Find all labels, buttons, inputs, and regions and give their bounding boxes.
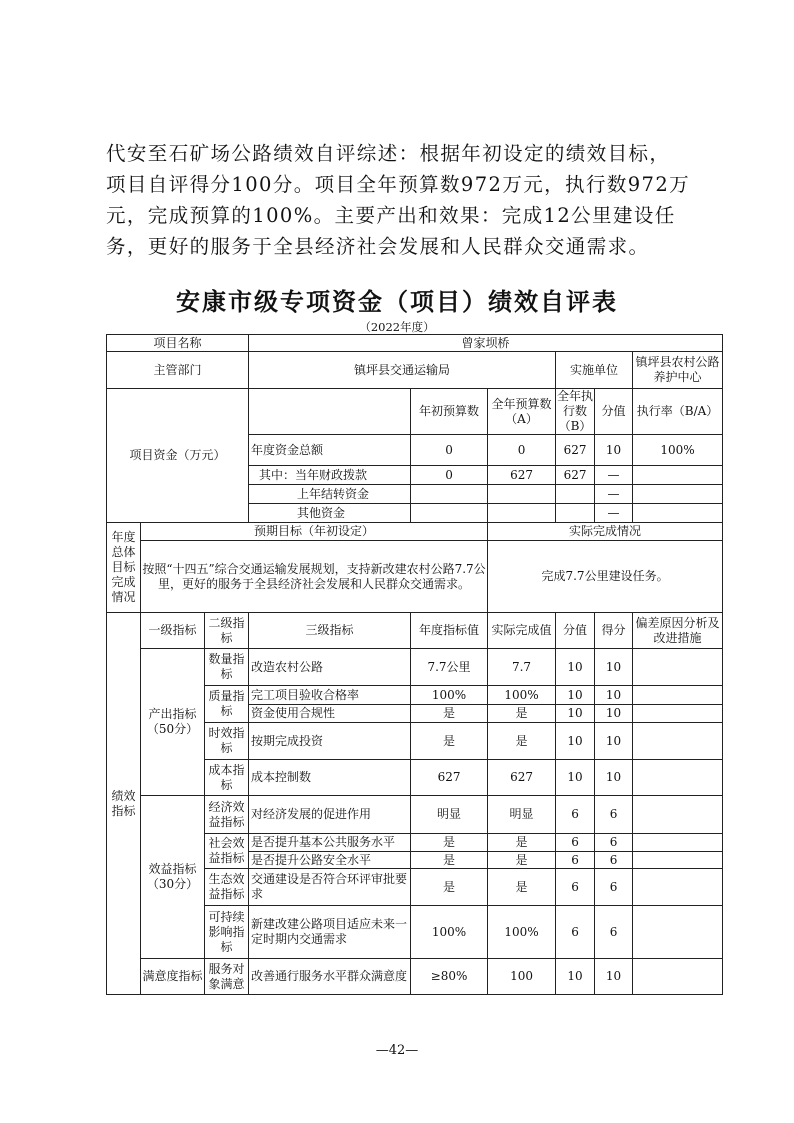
funds-row-score-value: —: [595, 466, 633, 485]
indicator-analysis: [633, 649, 723, 686]
indicator-score: 6: [595, 852, 633, 869]
indicator-score-value: 10: [556, 649, 595, 686]
dept-row: [107, 352, 723, 389]
ind-header-target: 年度指标值: [411, 613, 488, 649]
funds-header-row: [107, 389, 723, 435]
indicator-analysis: [633, 723, 723, 760]
funds-row-score-value: 10: [595, 435, 633, 466]
indicator-actual: 是: [488, 723, 556, 760]
ind-header-score-value: 分值: [556, 613, 595, 649]
intro-line: 元，完成预算的100%。主要产出和效果：完成12公里建设任: [106, 204, 676, 227]
indicator-analysis: [633, 906, 723, 959]
indicator-actual: 100%: [488, 686, 556, 705]
impl-label: 实施单位: [556, 352, 633, 389]
funds-row-executed: 627: [556, 435, 595, 466]
indicator-actual: 100%: [488, 906, 556, 959]
impl-value: 镇坪县农村公路养护中心: [633, 352, 723, 389]
ind-header-analysis: 偏差原因分析及改进措施: [633, 613, 723, 649]
indicator-actual: 100: [488, 959, 556, 995]
indicator-actual: 明显: [488, 796, 556, 834]
ind-header-level1: 一级指标: [141, 613, 205, 649]
indicator-score: 10: [595, 686, 633, 705]
indicator-score-value: 6: [556, 834, 595, 852]
expected-label: 预期目标（年初设定）: [141, 523, 488, 541]
expected-text: 按照“十四五”综合交通运输发展规划，支持新改建农村公路7.7公里，更好的服务于全县经济社会发展和人民群众交通需求。: [141, 541, 488, 613]
satisfaction-label: 满意度指标: [141, 959, 205, 995]
indicator-name: 改造农村公路: [249, 649, 411, 686]
cat-social: 社会效益指标: [205, 834, 249, 869]
cat-sustainable: 可持续影响指标: [205, 906, 249, 959]
indicator-score: 6: [595, 869, 633, 906]
project-name-label: 项目名称: [107, 335, 249, 352]
actual-label: 实际完成情况: [488, 523, 723, 541]
intro-paragraph: [106, 138, 696, 262]
funds-header-executed: 全年执行数（B）: [557, 389, 594, 433]
indicator-actual: 是: [488, 834, 556, 852]
funds-row-initial: [411, 485, 488, 504]
indicator-target: 明显: [411, 796, 488, 834]
goal-header-row: [107, 523, 723, 541]
funds-row-executed: 627: [556, 466, 595, 485]
indicator-name: 新建改建公路项目适应未来一定时期内交通需求: [249, 906, 411, 959]
indicator-score: 6: [595, 834, 633, 852]
indicator-target: 100%: [411, 686, 488, 705]
indicator-score: 6: [595, 796, 633, 834]
funds-row-rate: [633, 466, 723, 485]
cat-economic: 经济效益指标: [205, 796, 249, 834]
cat-ecological: 生态效益指标: [205, 869, 249, 906]
indicator-score-value: 6: [556, 869, 595, 906]
actual-text: 完成7.7公里建设任务。: [488, 541, 723, 613]
funds-label: 项目资金（万元）: [107, 389, 249, 523]
funds-row-annual: [488, 485, 556, 504]
indicator-analysis: [633, 760, 723, 796]
dept-label: 主管部门: [107, 352, 249, 389]
funds-row-initial: [411, 504, 488, 523]
indicator-name: 完工项目验收合格率: [249, 686, 411, 705]
indicator-score-value: 6: [556, 852, 595, 869]
ind-header-level2: 二级指标: [205, 613, 249, 649]
project-name-value: 曾家坝桥: [249, 335, 723, 352]
indicator-target: 7.7公里: [411, 649, 488, 686]
goal-label: 年度总体目标完成情况: [107, 523, 141, 613]
funds-row-rate: [633, 485, 723, 504]
intro-line: 务，更好的服务于全县经济社会发展和人民群众交通需求。: [106, 235, 650, 258]
funds-header-score-value: 分值: [595, 389, 633, 435]
benefit-label: 效益指标（30分）: [141, 796, 205, 959]
indicator-header-row: [107, 613, 723, 649]
indicator-label: 绩效指标: [107, 613, 141, 995]
indicator-name: 资金使用合规性: [249, 705, 411, 723]
funds-header-rate: 执行率（B/A）: [633, 389, 723, 435]
indicator-row: [107, 796, 723, 834]
indicator-analysis: [633, 686, 723, 705]
indicator-analysis: [633, 959, 723, 995]
indicator-actual: 是: [488, 852, 556, 869]
indicator-target: ≥80%: [411, 959, 488, 995]
funds-row-score-value: —: [595, 485, 633, 504]
indicator-target: 是: [411, 869, 488, 906]
funds-row-score-value: —: [595, 504, 633, 523]
indicator-name: 成本控制数: [249, 760, 411, 796]
indicator-score: 10: [595, 723, 633, 760]
funds-header-annual: 全年预算数（A）: [488, 389, 556, 435]
funds-row-name: 年度资金总额: [249, 435, 411, 466]
indicator-score-value: 6: [556, 906, 595, 959]
indicator-score: 10: [595, 649, 633, 686]
table-title: 安康市级专项资金（项目）绩效自评表: [176, 288, 618, 316]
indicator-actual: 是: [488, 705, 556, 723]
funds-row-annual: [488, 504, 556, 523]
indicator-name: 交通建设是否符合环评审批要求: [249, 869, 411, 906]
indicator-analysis: [633, 796, 723, 834]
indicator-actual: 是: [488, 869, 556, 906]
cat-quantity: 数量指标: [205, 649, 249, 686]
indicator-actual: 7.7: [488, 649, 556, 686]
cat-cost: 成本指标: [205, 760, 249, 796]
funds-row-rate: [633, 504, 723, 523]
cat-quality: 质量指标: [205, 686, 249, 723]
evaluation-table: [106, 334, 723, 995]
funds-row-initial: 0: [411, 466, 488, 485]
dept-value: 镇坪县交通运输局: [249, 352, 556, 389]
indicator-target: 是: [411, 705, 488, 723]
funds-row-annual: 627: [488, 466, 556, 485]
funds-row-name: 上年结转资金: [249, 485, 411, 504]
indicator-row: [107, 959, 723, 995]
indicator-score-value: 10: [556, 705, 595, 723]
indicator-score: 10: [595, 705, 633, 723]
ind-header-level3: 三级指标: [249, 613, 411, 649]
indicator-target: 是: [411, 852, 488, 869]
funds-row-name: 其中：当年财政拨款: [249, 466, 411, 485]
indicator-analysis: [633, 834, 723, 852]
indicator-name: 对经济发展的促进作用: [249, 796, 411, 834]
funds-row-executed: [556, 504, 595, 523]
ind-header-actual: 实际完成值: [488, 613, 556, 649]
funds-row-rate: 100%: [633, 435, 723, 466]
funds-header-blank: [249, 389, 411, 435]
page-number: —42—: [375, 1043, 419, 1058]
indicator-analysis: [633, 852, 723, 869]
table-year: （2022年度）: [359, 320, 435, 334]
indicator-name: 是否提升基本公共服务水平: [249, 834, 411, 852]
funds-row-name: 其他资金: [249, 504, 411, 523]
indicator-score-value: 6: [556, 796, 595, 834]
indicator-analysis: [633, 705, 723, 723]
indicator-target: 100%: [411, 906, 488, 959]
funds-row-annual: 0: [488, 435, 556, 466]
cat-service: 服务对象满意: [205, 959, 249, 995]
funds-row-initial: 0: [411, 435, 488, 466]
indicator-target: 是: [411, 723, 488, 760]
ind-header-score: 得分: [595, 613, 633, 649]
indicator-score: 10: [595, 760, 633, 796]
indicator-score: 6: [595, 906, 633, 959]
indicator-name: 按期完成投资: [249, 723, 411, 760]
intro-line: 项目自评得分100分。项目全年预算数972万元，执行数972万: [106, 173, 691, 196]
indicator-target: 是: [411, 834, 488, 852]
indicator-score: 10: [595, 959, 633, 995]
indicator-target: 627: [411, 760, 488, 796]
intro-line: 代安至石矿场公路绩效自评综述：根据年初设定的绩效目标，: [106, 142, 671, 165]
cat-timeliness: 时效指标: [205, 723, 249, 760]
funds-header-initial: 年初预算数: [411, 389, 488, 435]
indicator-name: 改善通行服务水平群众满意度: [249, 959, 411, 995]
indicator-score-value: 10: [556, 760, 595, 796]
goal-content-row: [107, 541, 723, 613]
indicator-name: 是否提升公路安全水平: [249, 852, 411, 869]
indicator-score-value: 10: [556, 959, 595, 995]
indicator-analysis: [633, 869, 723, 906]
indicator-actual: 627: [488, 760, 556, 796]
project-name-row: [107, 335, 723, 352]
indicator-score-value: 10: [556, 686, 595, 705]
output-label: 产出指标（50分）: [141, 649, 205, 796]
indicator-row: [107, 649, 723, 686]
indicator-score-value: 10: [556, 723, 595, 760]
funds-row-executed: [556, 485, 595, 504]
